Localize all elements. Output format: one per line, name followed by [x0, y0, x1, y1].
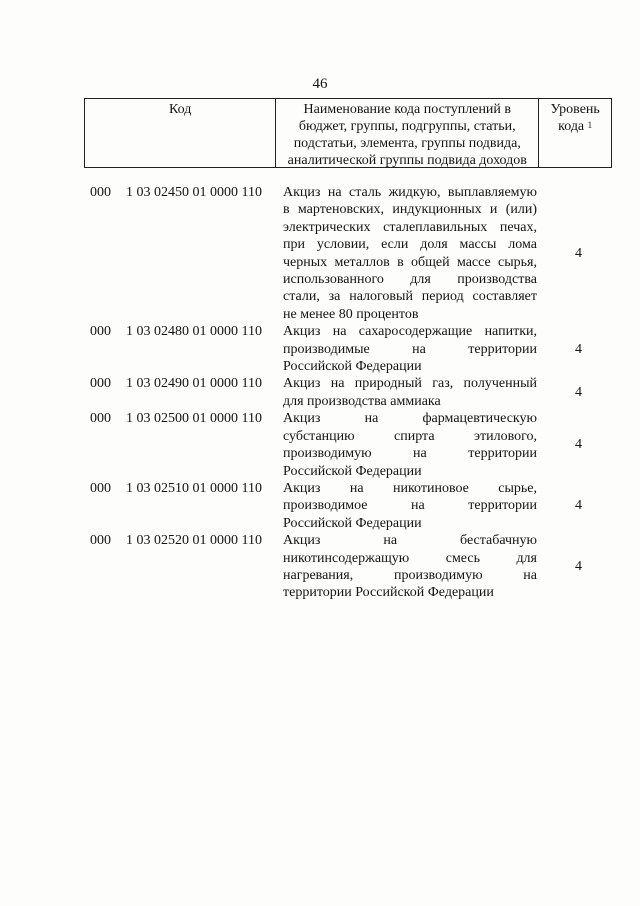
row-name-line: Акциз на природный газ, полученный — [283, 376, 537, 392]
row-income-code: 1 03 02490 01 0000 110 — [126, 376, 262, 392]
row-name-line: производимое на территории — [283, 498, 537, 514]
row-name-line: использованного для производства — [283, 272, 537, 288]
table-row — [84, 323, 612, 375]
row-name — [279, 532, 537, 602]
row-name — [279, 480, 537, 532]
row-name-line: Акциз на сталь жидкую, выплавляемую — [283, 185, 537, 200]
row-name-line: Российской Федерации — [283, 359, 422, 375]
row-name-line: Акциз на сахаросодержащие напитки, — [283, 324, 537, 340]
row-admin-code: 000 — [90, 533, 111, 549]
row-name-line: в мартеновских, индукционных и (или) — [283, 202, 537, 218]
table-body — [84, 184, 612, 602]
row-name-line: Акциз на фармацевтическую — [283, 411, 537, 427]
row-admin-code: 000 — [90, 324, 111, 340]
row-name-line: Российской Федерации — [283, 515, 422, 531]
table-row — [84, 184, 612, 323]
header-level-text: кода — [558, 119, 585, 134]
row-name-line: Акциз на никотиновое сырье, — [283, 480, 537, 496]
row-income-code: 1 03 02510 01 0000 110 — [126, 480, 262, 496]
header-code: Код — [85, 99, 276, 167]
page-number: 46 — [312, 76, 328, 92]
row-name-line: производимую на территории — [283, 446, 537, 462]
row-name-line: никотинсодержащую смесь для — [283, 550, 537, 566]
header-name-line: подстатьи, элемента, группы подвида, — [293, 136, 521, 151]
table-row — [84, 532, 612, 602]
row-income-code: 1 03 02480 01 0000 110 — [126, 324, 262, 340]
row-name — [279, 375, 537, 410]
row-name-line: производимые на территории — [283, 341, 537, 357]
row-income-code: 1 03 02450 01 0000 110 — [126, 185, 262, 200]
row-level: 4 — [575, 498, 582, 514]
row-name-line: черных металлов в общей массе сырья, — [283, 254, 537, 270]
row-name-line: территории Российской Федерации — [283, 585, 494, 601]
header-name — [276, 99, 539, 167]
row-name-line: при условии, если доля массы лома — [283, 237, 537, 253]
row-name — [279, 410, 537, 480]
row-name — [279, 323, 537, 375]
row-income-code: 1 03 02500 01 0000 110 — [126, 411, 262, 427]
table-row — [84, 410, 612, 480]
row-name-line: для производства аммиака — [283, 393, 441, 409]
row-level: 4 — [575, 245, 582, 261]
table-row — [84, 480, 612, 532]
header-name-line: Наименование кода поступлений в — [303, 102, 512, 117]
row-level: 4 — [575, 437, 582, 453]
header-name-line: аналитической группы подвида доходов — [287, 153, 527, 168]
row-name — [279, 184, 537, 323]
header-name-line: бюджет, группы, подгруппы, статьи, — [298, 119, 516, 134]
row-name-line: Российской Федерации — [283, 463, 422, 479]
row-name-line: Акциз на бестабачную — [283, 533, 537, 549]
row-name-line: стали, за налоговый период составляет — [283, 289, 537, 305]
row-income-code: 1 03 02520 01 0000 110 — [126, 533, 262, 549]
header-level-line1: Уровень — [550, 102, 600, 117]
row-admin-code: 000 — [90, 480, 111, 496]
header-level — [539, 99, 611, 167]
row-level: 4 — [575, 559, 582, 575]
row-level: 4 — [575, 385, 582, 401]
row-admin-code: 000 — [90, 376, 111, 392]
table-row — [84, 375, 612, 410]
row-level: 4 — [575, 341, 582, 357]
table-header — [84, 98, 612, 168]
header-level-line2 — [539, 118, 611, 135]
row-name-line: нагревания, производимую на — [283, 567, 537, 583]
footnote-marker: 1 — [587, 120, 593, 130]
row-name-line: электрических сталеплавильных печах, — [283, 219, 537, 235]
row-name-line: субстанцию спирта этилового, — [283, 428, 537, 444]
row-name-line: не менее 80 процентов — [283, 306, 419, 322]
row-admin-code: 000 — [90, 185, 111, 200]
row-admin-code: 000 — [90, 411, 111, 427]
